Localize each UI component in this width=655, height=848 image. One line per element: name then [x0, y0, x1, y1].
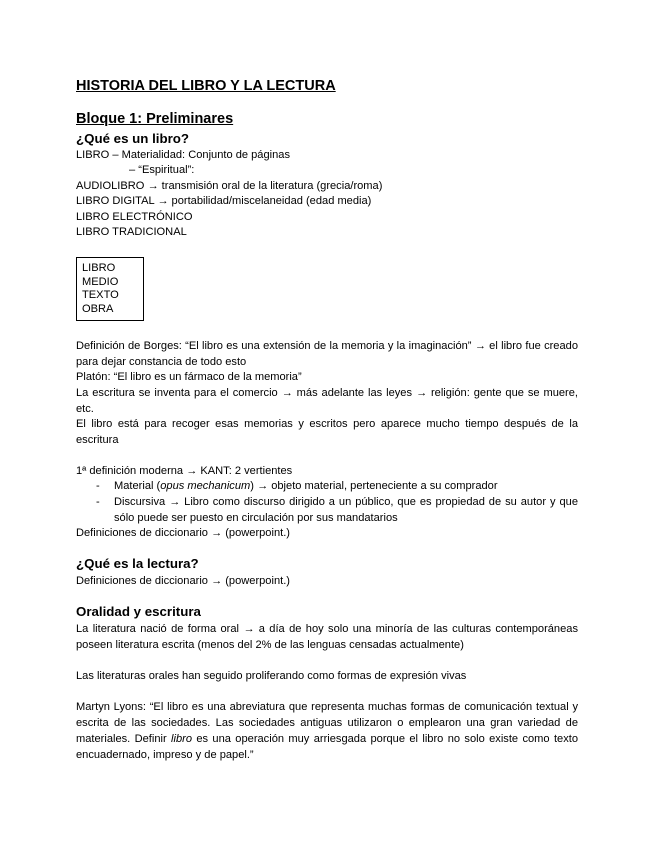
kant-intro-line: 1ª definición moderna → KANT: 2 vertientes — [76, 465, 293, 477]
bullet-material-text: Material (opus mechanicum) → objeto material, perteneciente a su comprador — [114, 480, 498, 492]
libro-electronico-line: LIBRO ELECTRÓNICO — [76, 211, 193, 223]
box-item: MEDIO — [82, 275, 119, 288]
definiciones-line: Definiciones de diccionario → (powerpoint.) — [76, 527, 290, 539]
libro-digital-line: LIBRO DIGITAL → portabilidad/miscelaneidad (edad media) — [76, 195, 372, 207]
heading-oralidad: Oralidad y escritura — [76, 604, 201, 619]
bullet-material — [96, 478, 578, 494]
lectura-definiciones-line: Definiciones de diccionario → (powerpoint.) — [76, 575, 290, 587]
document-title: HISTORIA DEL LIBRO Y LA LECTURA — [76, 78, 336, 94]
bullet-discursiva — [96, 494, 578, 526]
borges-paragraph: Definición de Borges: “El libro es una extensión de la memoria y la imaginación” → el libro fue creado para dejar constancia de todo esto — [76, 340, 578, 368]
libro-materialidad-line: LIBRO – Materialidad: Conjunto de páginas — [76, 149, 290, 161]
box-item: TEXTO — [82, 289, 119, 302]
bullet-dash: - — [96, 480, 100, 492]
libro-tradicional-line: LIBRO TRADICIONAL — [76, 226, 187, 238]
escritura-paragraph: La escritura se inventa para el comercio → más adelante las leyes → religión: gente que se muere, etc. — [76, 387, 578, 415]
audiolibro-line: AUDIOLIBRO → transmisión oral de la literatura (grecia/roma) — [76, 180, 383, 192]
concepts-box — [76, 257, 144, 321]
bullet-dash: - — [96, 496, 100, 508]
libro-recoger-paragraph: El libro está para recoger esas memorias y escritos pero aparece mucho tiempo después de la escritura — [76, 418, 578, 446]
section-heading-bloque-1: Bloque 1: Preliminares — [76, 111, 234, 127]
heading-que-es-libro: ¿Qué es un libro? — [76, 131, 190, 146]
lyons-quote-paragraph: Martyn Lyons: “El libro es una abreviatura que representa muchas formas de comunicación textual y escrita de las sociedades. Las sociedades antiguas utilizaron o emplearon una gran variedad de materiales. Definir libro es una operación muy arriesgada porque el libro no solo existe como texto encuadernado, impreso y de papel.” — [76, 701, 578, 761]
bullet-discursiva-text: Discursiva → Libro como discurso dirigido a un público, que es propiedad de su autor y que sólo puede ser puesto en circulación por sus mandatarios — [114, 496, 578, 524]
espiritual-line: – “Espiritual”: — [129, 164, 195, 176]
heading-que-es-lectura: ¿Qué es la lectura? — [76, 556, 199, 571]
oralidad-paragraph-1: La literatura nació de forma oral → a día de hoy solo una minoría de las culturas contemporáneas poseen literatura escrita (menos del 2% de las lenguas censadas actualmente) — [76, 623, 578, 651]
box-item: OBRA — [82, 302, 114, 315]
platon-paragraph: Platón: “El libro es un fármaco de la memoria” — [76, 371, 302, 383]
oralidad-paragraph-2: Las literaturas orales han seguido proliferando como formas de expresión vivas — [76, 670, 467, 682]
box-item: LIBRO — [82, 262, 116, 274]
